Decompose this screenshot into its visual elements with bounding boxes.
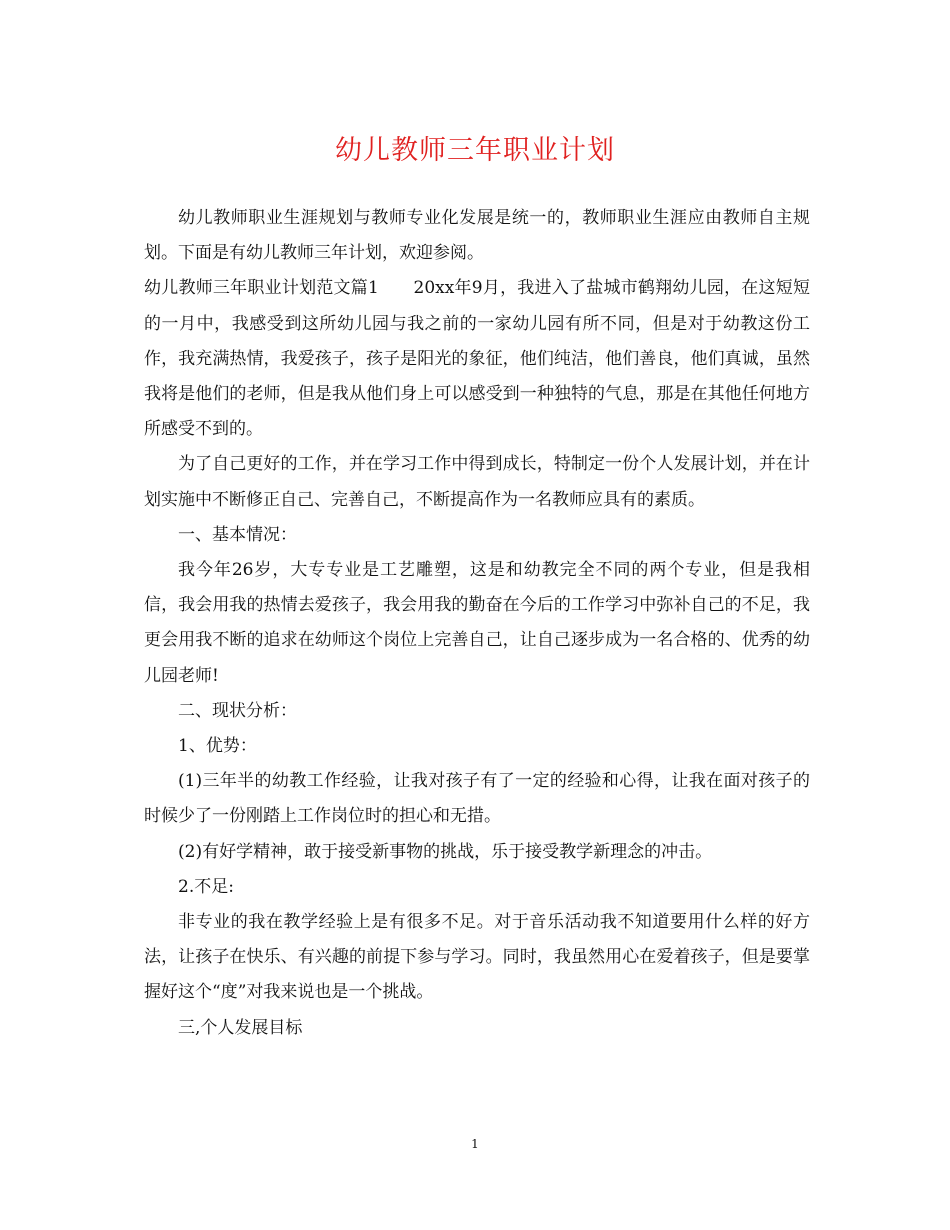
document-title: 幼儿教师三年职业计划 (335, 135, 615, 166)
section-heading-goals: 三,个人发展目标 (178, 1017, 303, 1038)
intro-paragraph: 幼儿教师职业生涯规划与教师专业化发展是统一的，教师职业生涯应由教师自主规划。下面是有幼儿教师三年计划，欢迎参阅。 (144, 208, 810, 264)
subheading-strengths: 1、优势： (178, 736, 257, 757)
purpose-paragraph: 为了自己更好的工作，并在学习工作中得到成长，特制定一份个人发展计划，并在计划实施中不断修正自己、完善自己，不断提高作为一名教师应具有的素质。 (144, 454, 810, 510)
strength-item-1: (1)三年半的幼教工作经验，让我对孩子有了一定的经验和心得，让我在面对孩子的时候少了一份刚踏上工作岗位时的担心和无措。 (144, 771, 810, 827)
section-heading-basic-info: 一、基本情况： (178, 524, 297, 545)
section-heading-analysis: 二、现状分析： (178, 700, 297, 721)
basic-info-paragraph: 我今年26岁，大专专业是工艺雕塑，这是和幼教完全不同的两个专业，但是我相信，我会用我的热情去爱孩子，我会用我的勤奋在今后的工作学习中弥补自己的不足，我更会用我不断的追求在幼师这个岗位上完善自己，让自己逐步成为一名合格的、优秀的幼儿园老师! (144, 560, 810, 686)
subheading-weaknesses: 2.不足: (178, 876, 234, 897)
strength-item-2: (2)有好学精神，敢于接受新事物的挑战，乐于接受教学新理念的冲击。 (178, 841, 713, 862)
weakness-paragraph: 非专业的我在教学经验上是有很多不足。对于音乐活动我不知道要用什么样的好方法，让孩子在快乐、有兴趣的前提下参与学习。同时，我虽然用心在爱着孩子，但是要掌握好这个“度”对我来说也是一个挑战。 (144, 912, 810, 1003)
document-body (144, 201, 810, 1046)
sample-paragraph: 幼儿教师三年职业计划范文篇1 20xx年9月，我进入了盐城市鹤翔幼儿园，在这短短的一月中，我感受到这所幼儿园与我之前的一家幼儿园有所不同，但是对于幼教这份工作，我充满热情，我爱孩子，孩子是阳光的象征，他们纯洁，他们善良，他们真诚，虽然我将是他们的老师，但是我从他们身上可以感受到一种独特的气息，那是在其他任何地方所感受不到的。 (144, 278, 810, 440)
page-number: 1 (471, 1137, 479, 1151)
